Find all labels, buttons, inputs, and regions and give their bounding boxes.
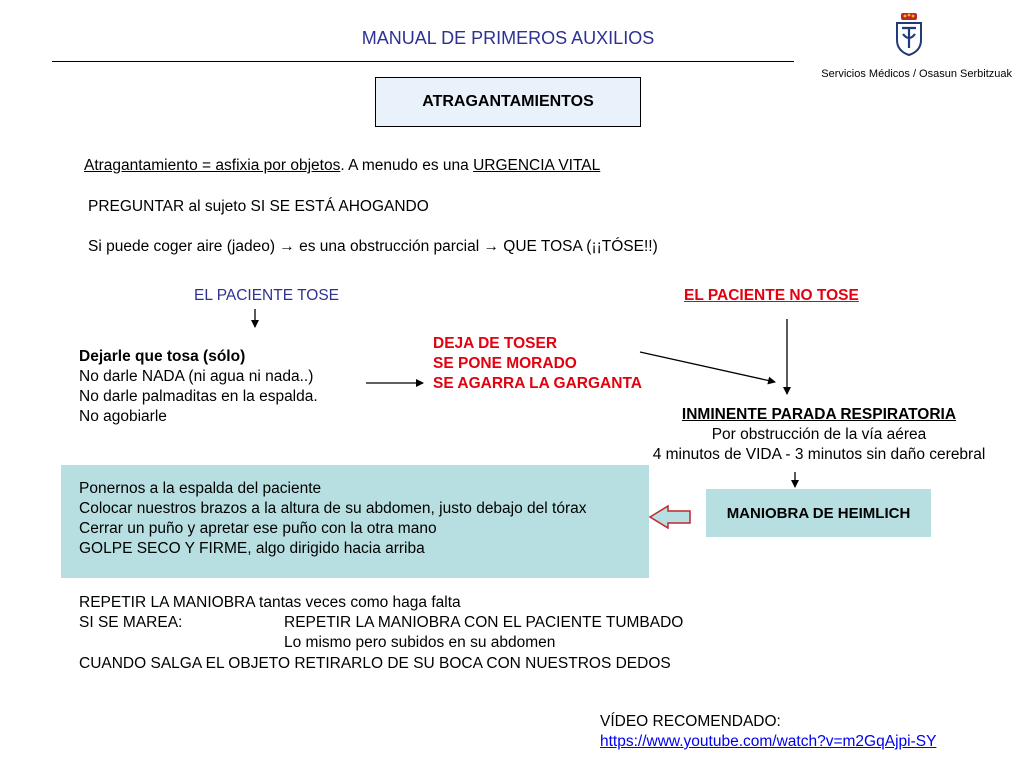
- definition-connector: . A menudo es una: [340, 157, 474, 174]
- warning-line: SE AGARRA LA GARGANTA: [433, 375, 642, 392]
- partial-condition: Si puede coger aire (jadeo): [88, 238, 280, 255]
- topic-title: ATRAGANTAMIENTOS: [422, 93, 594, 110]
- arrest-cause: Por obstrucción de la vía aérea: [711, 426, 927, 443]
- arrow-right-icon: →: [279, 238, 295, 255]
- arrest-heading: INMINENTE PARADA RESPIRATORIA: [681, 406, 957, 423]
- faint-label: SI SE MAREA:: [79, 614, 183, 631]
- partial-action: QUE TOSA (¡¡TÓSE!!): [498, 238, 658, 255]
- warning-line: SE PONE MORADO: [433, 355, 577, 372]
- maneuver-step: Colocar nuestros brazos a la altura de su abdomen, justo debajo del tórax: [79, 500, 587, 517]
- arrest-time: 4 minutos de VIDA - 3 minutos sin daño cerebral: [652, 446, 986, 463]
- advice-line: No darle palmaditas en la espalda.: [79, 388, 318, 405]
- arrow-diagonal-icon: [640, 352, 775, 382]
- block-arrow-left-icon: [650, 506, 690, 528]
- advice-line: No darle NADA (ni agua ni nada..): [79, 368, 314, 385]
- urgency-text: URGENCIA VITAL: [473, 157, 601, 174]
- partial-diagnosis: es una obstrucción parcial: [294, 238, 484, 255]
- coughing-heading: EL PACIENTE TOSE: [194, 287, 340, 304]
- faint-note: Lo mismo pero subidos en su abdomen: [284, 634, 556, 651]
- repeat-instruction: REPETIR LA MANIOBRA tantas veces como haga falta: [79, 594, 461, 611]
- definition-text: Atragantamiento = asfixia por objetos: [84, 157, 341, 174]
- page-title: MANUAL DE PRIMEROS AUXILIOS: [361, 28, 655, 48]
- advice-line: No agobiarle: [79, 408, 167, 425]
- arrow-right-icon: →: [483, 238, 499, 255]
- advice-line: Dejarle que tosa (sólo): [79, 348, 246, 365]
- warning-line: DEJA DE TOSER: [433, 335, 558, 352]
- object-removal-instruction: CUANDO SALGA EL OBJETO RETIRARLO DE SU BOCA CON NUESTROS DEDOS: [79, 655, 671, 672]
- heimlich-label: MANIOBRA DE HEIMLICH: [726, 504, 911, 522]
- faint-action: REPETIR LA MANIOBRA CON EL PACIENTE TUMBADO: [284, 614, 684, 631]
- header-subtitle: Servicios Médicos / Osasun Serbitzuak: [821, 68, 1012, 80]
- not-coughing-heading: EL PACIENTE NO TOSE: [684, 287, 859, 304]
- maneuver-step: Ponernos a la espalda del paciente: [79, 480, 322, 497]
- video-label: VÍDEO RECOMENDADO:: [600, 713, 781, 730]
- video-link[interactable]: https://www.youtube.com/watch?v=m2GqAjpi-SY: [600, 733, 937, 750]
- maneuver-step: Cerrar un puño y apretar ese puño con la otra mano: [79, 520, 437, 537]
- maneuver-step: GOLPE SECO Y FIRME, algo dirigido hacia arriba: [79, 540, 425, 557]
- ask-instruction: PREGUNTAR al sujeto SI SE ESTÁ AHOGANDO: [88, 198, 429, 215]
